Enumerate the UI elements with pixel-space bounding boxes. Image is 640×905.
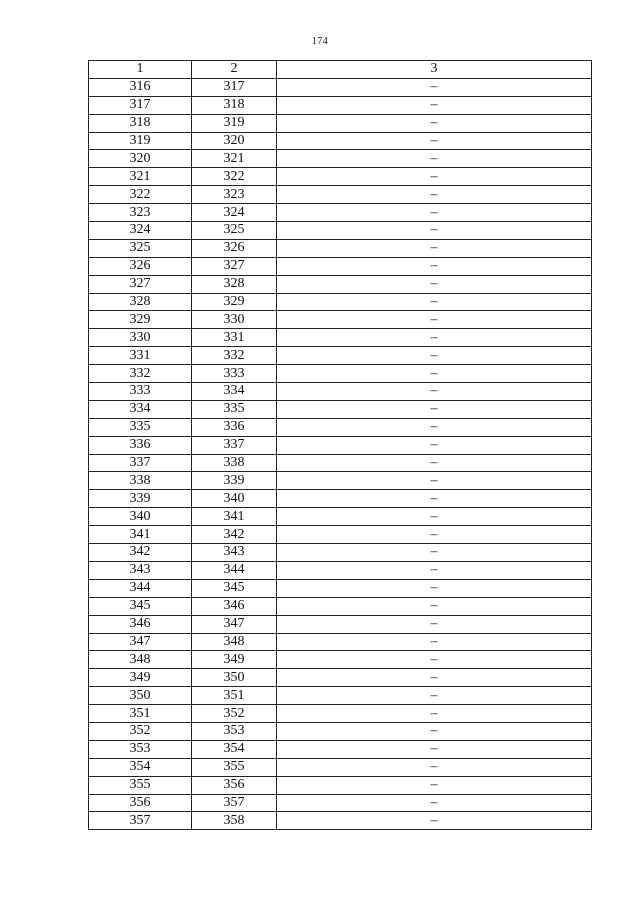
table-cell-col-2: 350 xyxy=(192,669,277,687)
table-row xyxy=(89,490,592,508)
table-cell-col-3: – xyxy=(277,758,592,776)
table-cell-col-2: 356 xyxy=(192,776,277,794)
table-cell-col-1: 329 xyxy=(89,311,192,329)
table-cell-col-3: – xyxy=(277,204,592,222)
table-row xyxy=(89,544,592,562)
table-row xyxy=(89,651,592,669)
table-cell-col-1: 343 xyxy=(89,561,192,579)
header-row xyxy=(89,61,592,79)
column-header-1: 1 xyxy=(89,61,192,79)
table-cell-col-3: – xyxy=(277,812,592,830)
table-cell-col-1: 357 xyxy=(89,812,192,830)
table-cell-col-3: – xyxy=(277,329,592,347)
table-row xyxy=(89,579,592,597)
table-cell-col-1: 344 xyxy=(89,579,192,597)
table-cell-col-3: – xyxy=(277,436,592,454)
table-cell-col-2: 336 xyxy=(192,418,277,436)
table-cell-col-1: 320 xyxy=(89,150,192,168)
table-cell-col-3: – xyxy=(277,633,592,651)
table-row xyxy=(89,329,592,347)
table-cell-col-2: 342 xyxy=(192,526,277,544)
table-cell-col-1: 335 xyxy=(89,418,192,436)
table-cell-col-2: 333 xyxy=(192,365,277,383)
table-cell-col-2: 317 xyxy=(192,78,277,96)
table-row xyxy=(89,204,592,222)
table-cell-col-2: 334 xyxy=(192,383,277,401)
table-cell-col-3: – xyxy=(277,293,592,311)
table-row xyxy=(89,418,592,436)
table-cell-col-3: – xyxy=(277,669,592,687)
table-cell-col-2: 353 xyxy=(192,722,277,740)
table-cell-col-1: 352 xyxy=(89,722,192,740)
table-row xyxy=(89,687,592,705)
table-cell-col-1: 327 xyxy=(89,275,192,293)
table-cell-col-2: 322 xyxy=(192,168,277,186)
table-cell-col-1: 356 xyxy=(89,794,192,812)
table-cell-col-1: 321 xyxy=(89,168,192,186)
table-row xyxy=(89,168,592,186)
table-row xyxy=(89,472,592,490)
table-row xyxy=(89,222,592,240)
table-cell-col-1: 334 xyxy=(89,400,192,418)
table-cell-col-2: 329 xyxy=(192,293,277,311)
table-header xyxy=(89,61,592,79)
table-cell-col-1: 325 xyxy=(89,239,192,257)
table-cell-col-2: 341 xyxy=(192,508,277,526)
table-cell-col-2: 330 xyxy=(192,311,277,329)
table-row xyxy=(89,239,592,257)
table-cell-col-3: – xyxy=(277,114,592,132)
table-cell-col-2: 351 xyxy=(192,687,277,705)
table-cell-col-1: 345 xyxy=(89,597,192,615)
table-cell-col-1: 330 xyxy=(89,329,192,347)
table-row xyxy=(89,454,592,472)
table-cell-col-2: 332 xyxy=(192,347,277,365)
table-cell-col-1: 349 xyxy=(89,669,192,687)
table-row xyxy=(89,365,592,383)
table-row xyxy=(89,740,592,758)
table-cell-col-3: – xyxy=(277,239,592,257)
table-cell-col-1: 353 xyxy=(89,740,192,758)
table-cell-col-1: 328 xyxy=(89,293,192,311)
table-cell-col-2: 340 xyxy=(192,490,277,508)
table-cell-col-2: 339 xyxy=(192,472,277,490)
table-row xyxy=(89,78,592,96)
table-cell-col-2: 331 xyxy=(192,329,277,347)
table-cell-col-2: 321 xyxy=(192,150,277,168)
table-row xyxy=(89,436,592,454)
table-cell-col-1: 333 xyxy=(89,383,192,401)
table-cell-col-1: 347 xyxy=(89,633,192,651)
column-header-2: 2 xyxy=(192,61,277,79)
table-cell-col-3: – xyxy=(277,687,592,705)
table-cell-col-3: – xyxy=(277,78,592,96)
table-cell-col-1: 355 xyxy=(89,776,192,794)
table-cell-col-3: – xyxy=(277,365,592,383)
table-cell-col-3: – xyxy=(277,794,592,812)
table-cell-col-1: 332 xyxy=(89,365,192,383)
table-row xyxy=(89,758,592,776)
table-cell-col-2: 335 xyxy=(192,400,277,418)
table-cell-col-1: 337 xyxy=(89,454,192,472)
table-row xyxy=(89,400,592,418)
table-cell-col-3: – xyxy=(277,383,592,401)
table-cell-col-1: 324 xyxy=(89,222,192,240)
table-row xyxy=(89,293,592,311)
table-cell-col-3: – xyxy=(277,311,592,329)
table-cell-col-1: 331 xyxy=(89,347,192,365)
page-number: 174 xyxy=(311,36,329,47)
table-cell-col-2: 319 xyxy=(192,114,277,132)
table-row xyxy=(89,705,592,723)
table-cell-col-2: 352 xyxy=(192,705,277,723)
table-row xyxy=(89,132,592,150)
table-cell-col-2: 318 xyxy=(192,96,277,114)
table-row xyxy=(89,383,592,401)
table-cell-col-1: 338 xyxy=(89,472,192,490)
table-row xyxy=(89,812,592,830)
table-cell-col-1: 351 xyxy=(89,705,192,723)
table-cell-col-3: – xyxy=(277,347,592,365)
table-cell-col-3: – xyxy=(277,651,592,669)
table-cell-col-2: 357 xyxy=(192,794,277,812)
table-cell-col-3: – xyxy=(277,275,592,293)
table-row xyxy=(89,633,592,651)
table-cell-col-1: 342 xyxy=(89,544,192,562)
table-row xyxy=(89,669,592,687)
table-cell-col-2: 348 xyxy=(192,633,277,651)
table-cell-col-3: – xyxy=(277,705,592,723)
table-cell-col-3: – xyxy=(277,579,592,597)
table-cell-col-1: 348 xyxy=(89,651,192,669)
table-cell-col-3: – xyxy=(277,472,592,490)
table-cell-col-1: 326 xyxy=(89,257,192,275)
table-row xyxy=(89,508,592,526)
table-cell-col-2: 327 xyxy=(192,257,277,275)
table-cell-col-1: 346 xyxy=(89,615,192,633)
table-row xyxy=(89,257,592,275)
table-cell-col-3: – xyxy=(277,257,592,275)
table-cell-col-2: 349 xyxy=(192,651,277,669)
table-cell-col-3: – xyxy=(277,168,592,186)
data-table xyxy=(88,60,592,830)
table-cell-col-2: 338 xyxy=(192,454,277,472)
table-cell-col-3: – xyxy=(277,526,592,544)
table-cell-col-3: – xyxy=(277,454,592,472)
table-row xyxy=(89,615,592,633)
table-cell-col-1: 319 xyxy=(89,132,192,150)
table-row xyxy=(89,114,592,132)
table-cell-col-2: 355 xyxy=(192,758,277,776)
table-row xyxy=(89,311,592,329)
table-cell-col-3: – xyxy=(277,418,592,436)
table-cell-col-1: 336 xyxy=(89,436,192,454)
table-cell-col-3: – xyxy=(277,132,592,150)
table-cell-col-1: 339 xyxy=(89,490,192,508)
table-cell-col-2: 325 xyxy=(192,222,277,240)
table-body xyxy=(89,78,592,829)
table-cell-col-1: 323 xyxy=(89,204,192,222)
table-cell-col-1: 322 xyxy=(89,186,192,204)
table-cell-col-3: – xyxy=(277,96,592,114)
table-cell-col-3: – xyxy=(277,544,592,562)
table-cell-col-3: – xyxy=(277,740,592,758)
table-cell-col-1: 316 xyxy=(89,78,192,96)
table-cell-col-1: 341 xyxy=(89,526,192,544)
table-cell-col-3: – xyxy=(277,597,592,615)
table-cell-col-3: – xyxy=(277,400,592,418)
table-cell-col-2: 326 xyxy=(192,239,277,257)
table-cell-col-2: 347 xyxy=(192,615,277,633)
table-cell-col-3: – xyxy=(277,222,592,240)
table-cell-col-3: – xyxy=(277,776,592,794)
table-cell-col-3: – xyxy=(277,150,592,168)
table-row xyxy=(89,597,592,615)
table-cell-col-2: 344 xyxy=(192,561,277,579)
table-cell-col-3: – xyxy=(277,186,592,204)
table-cell-col-2: 337 xyxy=(192,436,277,454)
table-row xyxy=(89,347,592,365)
table-row xyxy=(89,96,592,114)
table-cell-col-3: – xyxy=(277,615,592,633)
table-row xyxy=(89,526,592,544)
table-row xyxy=(89,776,592,794)
table-cell-col-2: 358 xyxy=(192,812,277,830)
table-cell-col-2: 345 xyxy=(192,579,277,597)
table-cell-col-2: 320 xyxy=(192,132,277,150)
table-cell-col-3: – xyxy=(277,490,592,508)
table-cell-col-1: 340 xyxy=(89,508,192,526)
table-row xyxy=(89,186,592,204)
table-cell-col-3: – xyxy=(277,561,592,579)
table-cell-col-2: 324 xyxy=(192,204,277,222)
table-cell-col-1: 350 xyxy=(89,687,192,705)
table-row xyxy=(89,722,592,740)
table-cell-col-2: 328 xyxy=(192,275,277,293)
table-row xyxy=(89,794,592,812)
table-cell-col-1: 317 xyxy=(89,96,192,114)
table-cell-col-3: – xyxy=(277,722,592,740)
table-cell-col-2: 354 xyxy=(192,740,277,758)
table-cell-col-2: 346 xyxy=(192,597,277,615)
table-row xyxy=(89,150,592,168)
table-cell-col-3: – xyxy=(277,508,592,526)
table-cell-col-2: 323 xyxy=(192,186,277,204)
table-cell-col-2: 343 xyxy=(192,544,277,562)
table-cell-col-1: 354 xyxy=(89,758,192,776)
table-row xyxy=(89,561,592,579)
table-cell-col-1: 318 xyxy=(89,114,192,132)
table-row xyxy=(89,275,592,293)
column-header-3: 3 xyxy=(277,61,592,79)
